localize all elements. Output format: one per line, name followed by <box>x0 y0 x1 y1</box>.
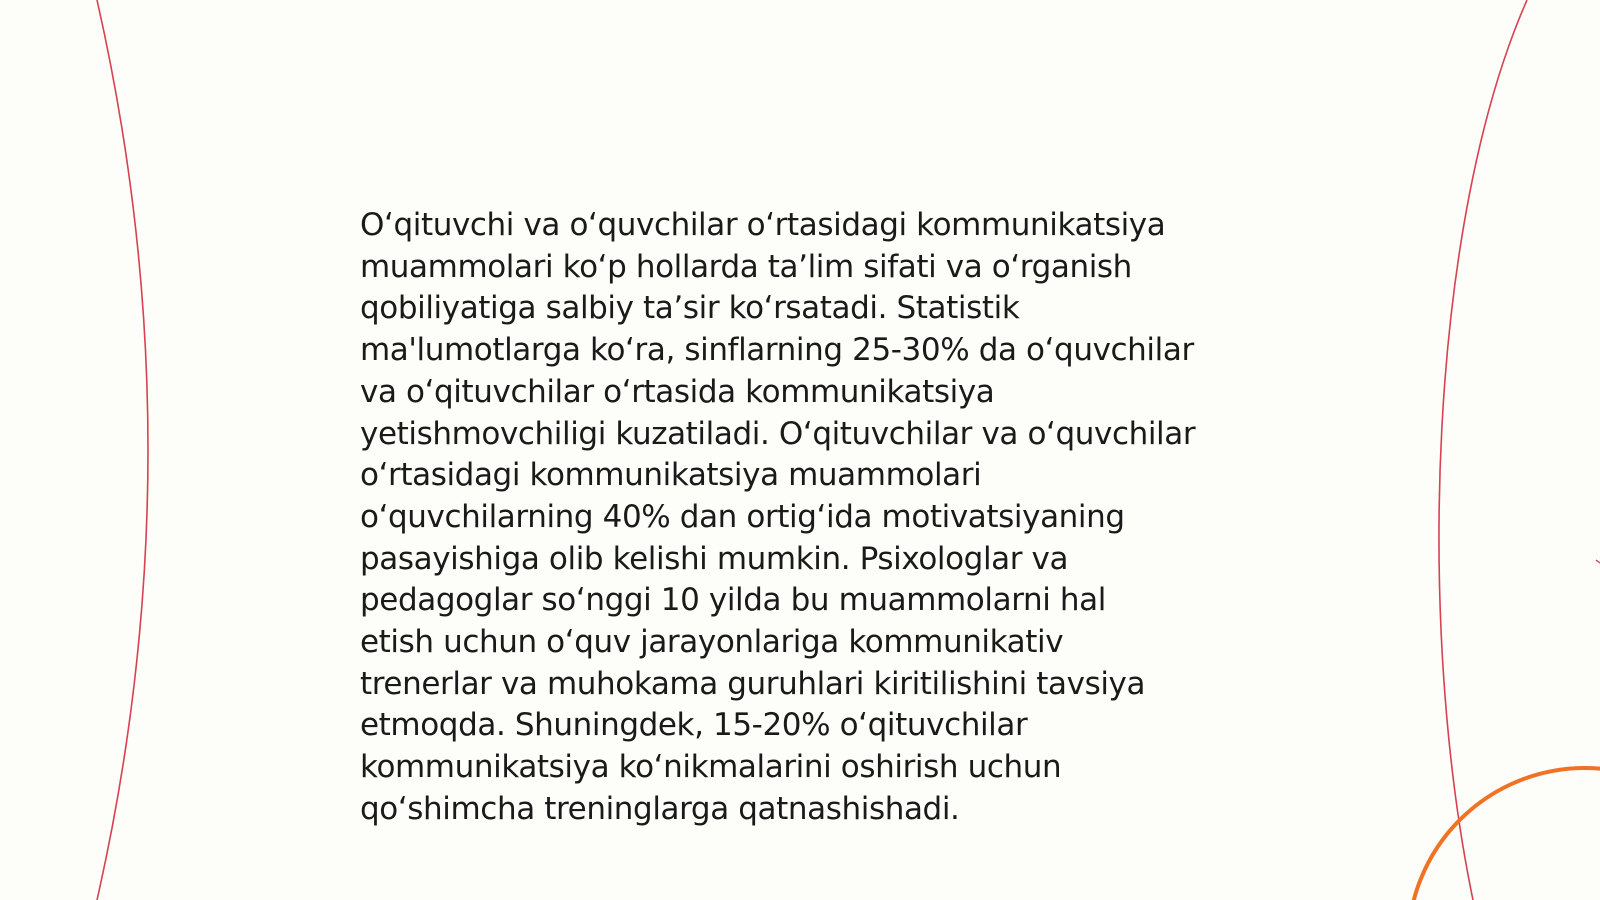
orange-accent-arc <box>1408 768 1600 900</box>
right-edge-tick <box>1596 560 1600 563</box>
right-curve-line <box>1439 0 1527 900</box>
body-paragraph: O‘qituvchi va o‘quvchilar o‘rtasidagi kommunikatsiya muammolari ko‘p hollarda ta’lim sifati va o‘rganish qobiliyatiga salbiy ta’sir ko‘rsatadi. Statistik ma'lumotlarga ko‘ra, sinflarning 25-30% da o‘quvchilar va o‘qituvchilar o‘rtasida kommunikatsiya yetishmovchiligi kuzatiladi. O‘qituvchilar va o‘quvchilar o‘rtasidagi kommunikatsiya muammolari o‘quvchilarning 40% dan ortig‘ida motivatsiyaning pasayishiga olib kelishi mumkin. Psixologlar va pedagoglar so‘nggi 10 yilda bu muammolarni hal etish uchun o‘quv jarayonlariga kommunikativ trenerlar va muhokama guruhlari kiritilishini tavsiya etmoqda. Shuningdek, 15-20% o‘qituvchilar kommunikatsiya ko‘nikmalarini oshirish uchun qo‘shimcha treninglarga qatnashishadi. <box>360 207 1196 827</box>
left-curve-line <box>97 0 148 900</box>
